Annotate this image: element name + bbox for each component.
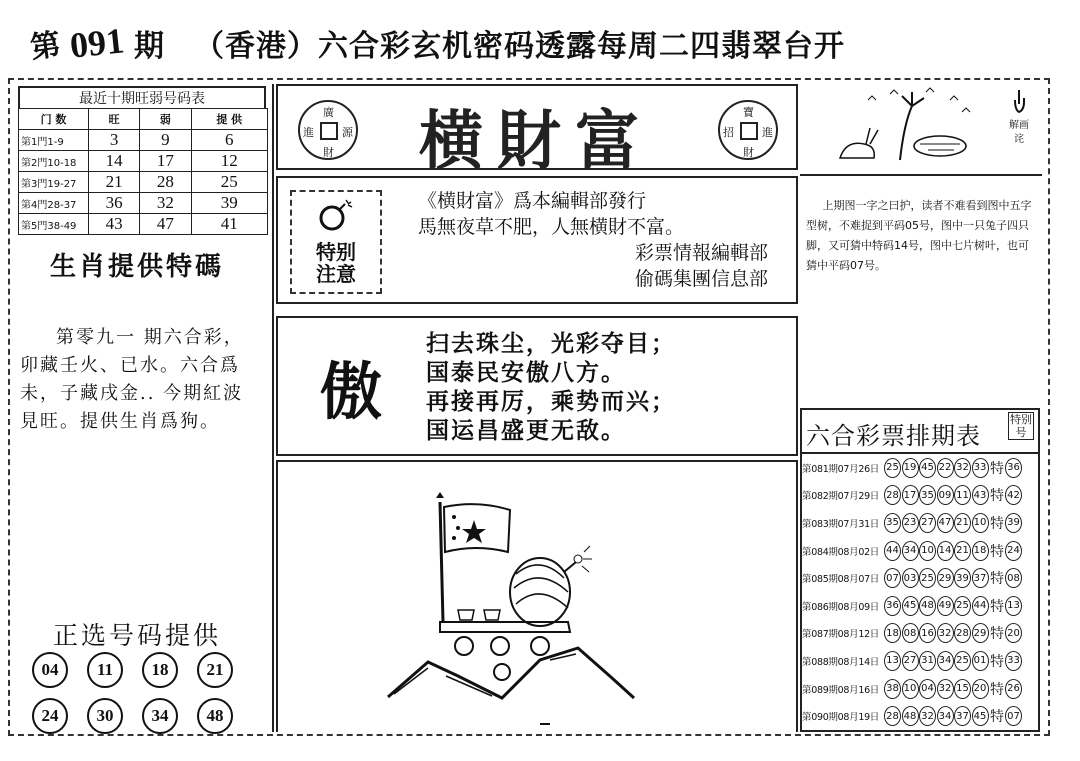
center-column bbox=[276, 84, 796, 732]
special-number: 24 bbox=[1005, 541, 1022, 561]
coin-char: 財 bbox=[743, 146, 754, 159]
draw-number: 27 bbox=[919, 513, 936, 533]
table-row bbox=[802, 509, 1038, 537]
door-label: 第5門38-49 bbox=[19, 214, 89, 235]
logo-box bbox=[276, 84, 798, 179]
draw-number: 45 bbox=[919, 458, 936, 478]
special-label: 特 bbox=[990, 626, 1004, 643]
draw-number: 13 bbox=[884, 651, 901, 671]
draw-number: 27 bbox=[902, 651, 919, 671]
special-number: 26 bbox=[1005, 679, 1022, 699]
page-header bbox=[30, 18, 1050, 68]
door-label: 第1門1-9 bbox=[19, 130, 89, 151]
special-number: 36 bbox=[1005, 458, 1022, 478]
draw-number: 34 bbox=[902, 541, 919, 561]
notice-line: 彩票情報編輯部 bbox=[634, 242, 768, 264]
draw-number: 11 bbox=[954, 485, 971, 505]
special-number: 13 bbox=[1005, 596, 1022, 616]
special-number: 42 bbox=[1005, 485, 1022, 505]
draw-number: 25 bbox=[954, 651, 971, 671]
poem-line: 再接再厉，乘势而兴； bbox=[426, 389, 676, 415]
coin-char: 進 bbox=[303, 126, 314, 139]
schedule-title: 六合彩票排期表 bbox=[806, 422, 981, 450]
door-label: 第4門28-37 bbox=[19, 193, 89, 214]
table-row bbox=[19, 130, 268, 151]
draw-number: 28 bbox=[884, 706, 901, 726]
picks-grid bbox=[32, 652, 252, 734]
door-label: 第3門19-27 bbox=[19, 172, 89, 193]
draw-number: 47 bbox=[937, 513, 954, 533]
draw-number: 45 bbox=[972, 706, 989, 726]
issue-prefix: 第 bbox=[28, 27, 63, 66]
table-row bbox=[19, 151, 268, 172]
draw-number: 21 bbox=[954, 541, 971, 561]
table-row bbox=[802, 675, 1038, 703]
cold-value: 17 bbox=[140, 151, 191, 172]
hot-value: 21 bbox=[89, 172, 140, 193]
notice-line: 馬無夜草不肥，人無横財不富。 bbox=[418, 216, 685, 238]
table-row bbox=[802, 537, 1038, 565]
page-title: （香港）六合彩玄机密码透露每周二四翡翠台开 bbox=[194, 29, 845, 64]
flag-icon bbox=[278, 462, 798, 732]
left-column bbox=[12, 84, 274, 732]
draw-number: 43 bbox=[972, 485, 989, 505]
poem-key-char: 傲 bbox=[320, 355, 383, 428]
column-header: 旺 bbox=[89, 109, 140, 130]
poem-text bbox=[426, 330, 676, 446]
bomb-icon bbox=[292, 198, 380, 241]
riddle-illustration bbox=[276, 460, 798, 732]
draw-number: 01 bbox=[972, 651, 989, 671]
draw-number: 16 bbox=[919, 623, 936, 643]
draw-number: 35 bbox=[884, 513, 901, 533]
column-header: 提 供 bbox=[191, 109, 267, 130]
draw-schedule bbox=[800, 408, 1040, 732]
cold-value: 28 bbox=[140, 172, 191, 193]
hot-value: 14 bbox=[89, 151, 140, 172]
pick-number: 18 bbox=[142, 652, 178, 688]
special-label: 特 bbox=[990, 709, 1004, 726]
issue-suffix: 期 bbox=[134, 29, 164, 64]
table-row bbox=[802, 702, 1038, 730]
draw-label: 第084期08月02日 bbox=[802, 546, 880, 558]
hot-cold-table bbox=[18, 108, 268, 235]
table-row bbox=[802, 454, 1038, 482]
special-label: 特 bbox=[990, 598, 1004, 615]
draw-number: 32 bbox=[937, 623, 954, 643]
pick-number: 48 bbox=[197, 698, 233, 734]
draw-number: 34 bbox=[937, 706, 954, 726]
draw-label: 第090期08月19日 bbox=[802, 712, 880, 724]
poem-line: 国泰民安傲八方。 bbox=[426, 360, 626, 386]
table-row bbox=[802, 620, 1038, 648]
coin-left-icon bbox=[298, 100, 358, 160]
offer-value: 41 bbox=[191, 214, 267, 235]
draw-number: 33 bbox=[972, 458, 989, 478]
draw-number: 25 bbox=[919, 568, 936, 588]
notice-text bbox=[418, 188, 788, 292]
coin-right-icon bbox=[718, 100, 778, 160]
draw-number: 15 bbox=[954, 679, 971, 699]
draw-number: 28 bbox=[954, 623, 971, 643]
draw-number: 09 bbox=[937, 485, 954, 505]
notice-line: 偷碼集團信息部 bbox=[634, 268, 768, 290]
draw-label: 第088期08月14日 bbox=[802, 656, 880, 668]
special-number: 20 bbox=[1005, 623, 1022, 643]
pick-number: 21 bbox=[197, 652, 233, 688]
cold-value: 9 bbox=[140, 130, 191, 151]
draw-number: 45 bbox=[902, 596, 919, 616]
puzzle-side-label bbox=[1008, 88, 1030, 147]
table-row bbox=[802, 647, 1038, 675]
cold-value: 32 bbox=[140, 193, 191, 214]
draw-number: 44 bbox=[972, 596, 989, 616]
column-header: 门 数 bbox=[19, 109, 89, 130]
coin-char: 寶 bbox=[743, 106, 754, 119]
draw-label: 第085期08月07日 bbox=[802, 574, 880, 586]
draw-label: 第082期07月29日 bbox=[802, 491, 880, 503]
special-label: 特 bbox=[990, 515, 1004, 532]
draw-number: 21 bbox=[954, 513, 971, 533]
draw-number: 19 bbox=[902, 458, 919, 478]
coin-char: 廣 bbox=[323, 106, 334, 119]
special-label: 特 bbox=[990, 681, 1004, 698]
draw-number: 04 bbox=[919, 679, 936, 699]
table-row bbox=[802, 564, 1038, 592]
offer-value: 6 bbox=[191, 130, 267, 151]
table-header-row bbox=[19, 109, 268, 130]
draw-label: 第083期07月31日 bbox=[802, 518, 880, 530]
table-row bbox=[802, 482, 1038, 510]
draw-number: 31 bbox=[919, 651, 936, 671]
special-number: 07 bbox=[1005, 706, 1022, 726]
zodiac-heading: 生肖提供特碼 bbox=[49, 252, 224, 282]
draw-number: 25 bbox=[954, 596, 971, 616]
draw-number: 35 bbox=[919, 485, 936, 505]
notice-line: 《横財富》爲本編輯部發行 bbox=[418, 190, 647, 212]
poem-box bbox=[276, 316, 798, 456]
offer-value: 12 bbox=[191, 151, 267, 172]
table-row bbox=[19, 193, 268, 214]
draw-number: 17 bbox=[902, 485, 919, 505]
draw-number: 39 bbox=[954, 568, 971, 588]
table-row bbox=[19, 214, 268, 235]
pick-number: 04 bbox=[32, 652, 68, 688]
draw-number: 36 bbox=[884, 596, 901, 616]
draw-number: 32 bbox=[937, 679, 954, 699]
special-label: 特 bbox=[990, 653, 1004, 670]
special-number: 33 bbox=[1005, 651, 1022, 671]
draw-number: 44 bbox=[884, 541, 901, 561]
draw-number: 29 bbox=[937, 568, 954, 588]
draw-number: 10 bbox=[919, 541, 936, 561]
special-number: 39 bbox=[1005, 513, 1022, 533]
column-header: 弱 bbox=[140, 109, 191, 130]
notice-badge-line: 特别 bbox=[316, 240, 356, 264]
draw-number: 29 bbox=[972, 623, 989, 643]
draw-number: 10 bbox=[902, 679, 919, 699]
schedule-header bbox=[802, 410, 1038, 454]
special-label: 特 bbox=[990, 488, 1004, 505]
draw-label: 第087期08月12日 bbox=[802, 629, 880, 641]
schedule-rows bbox=[802, 454, 1038, 730]
table-row bbox=[19, 172, 268, 193]
draw-number: 34 bbox=[937, 651, 954, 671]
poem-line: 扫去珠尘，光彩夺目； bbox=[426, 331, 676, 357]
schedule-tag: 特别号 bbox=[1010, 413, 1032, 439]
special-label: 特 bbox=[990, 460, 1004, 477]
door-label: 第2門10-18 bbox=[19, 151, 89, 172]
right-column bbox=[800, 84, 1042, 732]
draw-number: 28 bbox=[884, 485, 901, 505]
draw-number: 32 bbox=[954, 458, 971, 478]
offer-value: 25 bbox=[191, 172, 267, 193]
poem-line: 国运昌盛更无敌。 bbox=[426, 418, 626, 444]
pick-number: 24 bbox=[32, 698, 68, 734]
draw-label: 第081期07月26日 bbox=[802, 463, 880, 475]
rabbit-tree-icon bbox=[800, 84, 1000, 172]
special-number: 08 bbox=[1005, 568, 1022, 588]
hot-value: 3 bbox=[89, 130, 140, 151]
puzzle-illustration bbox=[800, 84, 1042, 176]
draw-number: 48 bbox=[919, 596, 936, 616]
draw-number: 32 bbox=[919, 706, 936, 726]
puzzle-side-text: 解画诧 bbox=[1009, 120, 1029, 145]
cold-value: 47 bbox=[140, 214, 191, 235]
coin-char: 財 bbox=[323, 146, 334, 159]
draw-number: 20 bbox=[972, 679, 989, 699]
notice-badge-line: 注意 bbox=[316, 262, 356, 286]
pick-number: 11 bbox=[87, 652, 123, 688]
pick-number: 30 bbox=[87, 698, 123, 734]
draw-number: 23 bbox=[902, 513, 919, 533]
draw-number: 37 bbox=[972, 568, 989, 588]
draw-number: 03 bbox=[902, 568, 919, 588]
draw-number: 10 bbox=[972, 513, 989, 533]
special-label: 特 bbox=[990, 543, 1004, 560]
table-row bbox=[802, 592, 1038, 620]
picks-heading: 正选号码提供 bbox=[52, 621, 221, 650]
puzzle-text: 上期图一字之曰护，读者不难看到图中五字型树，不难捉到平码05号，图中一只兔子四只脚，又可猜中特码14号，图中七片树叶，也可猜中平码07号。 bbox=[806, 199, 1032, 272]
issue-number: 091 bbox=[68, 20, 126, 66]
zodiac-text: 第零九一 期六合彩，卯藏壬火、已水。六合爲未，子藏戌金.. 今期紅波見旺。提供生肖爲狗。 bbox=[20, 327, 244, 432]
hot-value: 43 bbox=[89, 214, 140, 235]
pointing-hand-icon bbox=[1010, 88, 1028, 114]
draw-number: 25 bbox=[884, 458, 901, 478]
pick-number: 34 bbox=[142, 698, 178, 734]
draw-number: 18 bbox=[884, 623, 901, 643]
draw-label: 第089期08月16日 bbox=[802, 684, 880, 696]
coin-char: 進 bbox=[762, 126, 773, 139]
logo-text: 横財富 bbox=[419, 104, 653, 179]
notice-box bbox=[276, 176, 798, 304]
draw-number: 18 bbox=[972, 541, 989, 561]
coin-char: 招 bbox=[723, 126, 734, 139]
hot-value: 36 bbox=[89, 193, 140, 214]
draw-number: 49 bbox=[937, 596, 954, 616]
draw-number: 22 bbox=[937, 458, 954, 478]
draw-number: 14 bbox=[937, 541, 954, 561]
draw-label: 第086期08月09日 bbox=[802, 601, 880, 613]
hot-cold-title: 最近十期旺弱号码表 bbox=[18, 86, 266, 108]
offer-value: 39 bbox=[191, 193, 267, 214]
notice-badge bbox=[290, 190, 382, 294]
draw-number: 07 bbox=[884, 568, 901, 588]
draw-number: 08 bbox=[902, 623, 919, 643]
coin-char: 源 bbox=[342, 126, 353, 139]
draw-number: 48 bbox=[902, 706, 919, 726]
draw-number: 37 bbox=[954, 706, 971, 726]
draw-number: 38 bbox=[884, 679, 901, 699]
special-label: 特 bbox=[990, 571, 1004, 588]
